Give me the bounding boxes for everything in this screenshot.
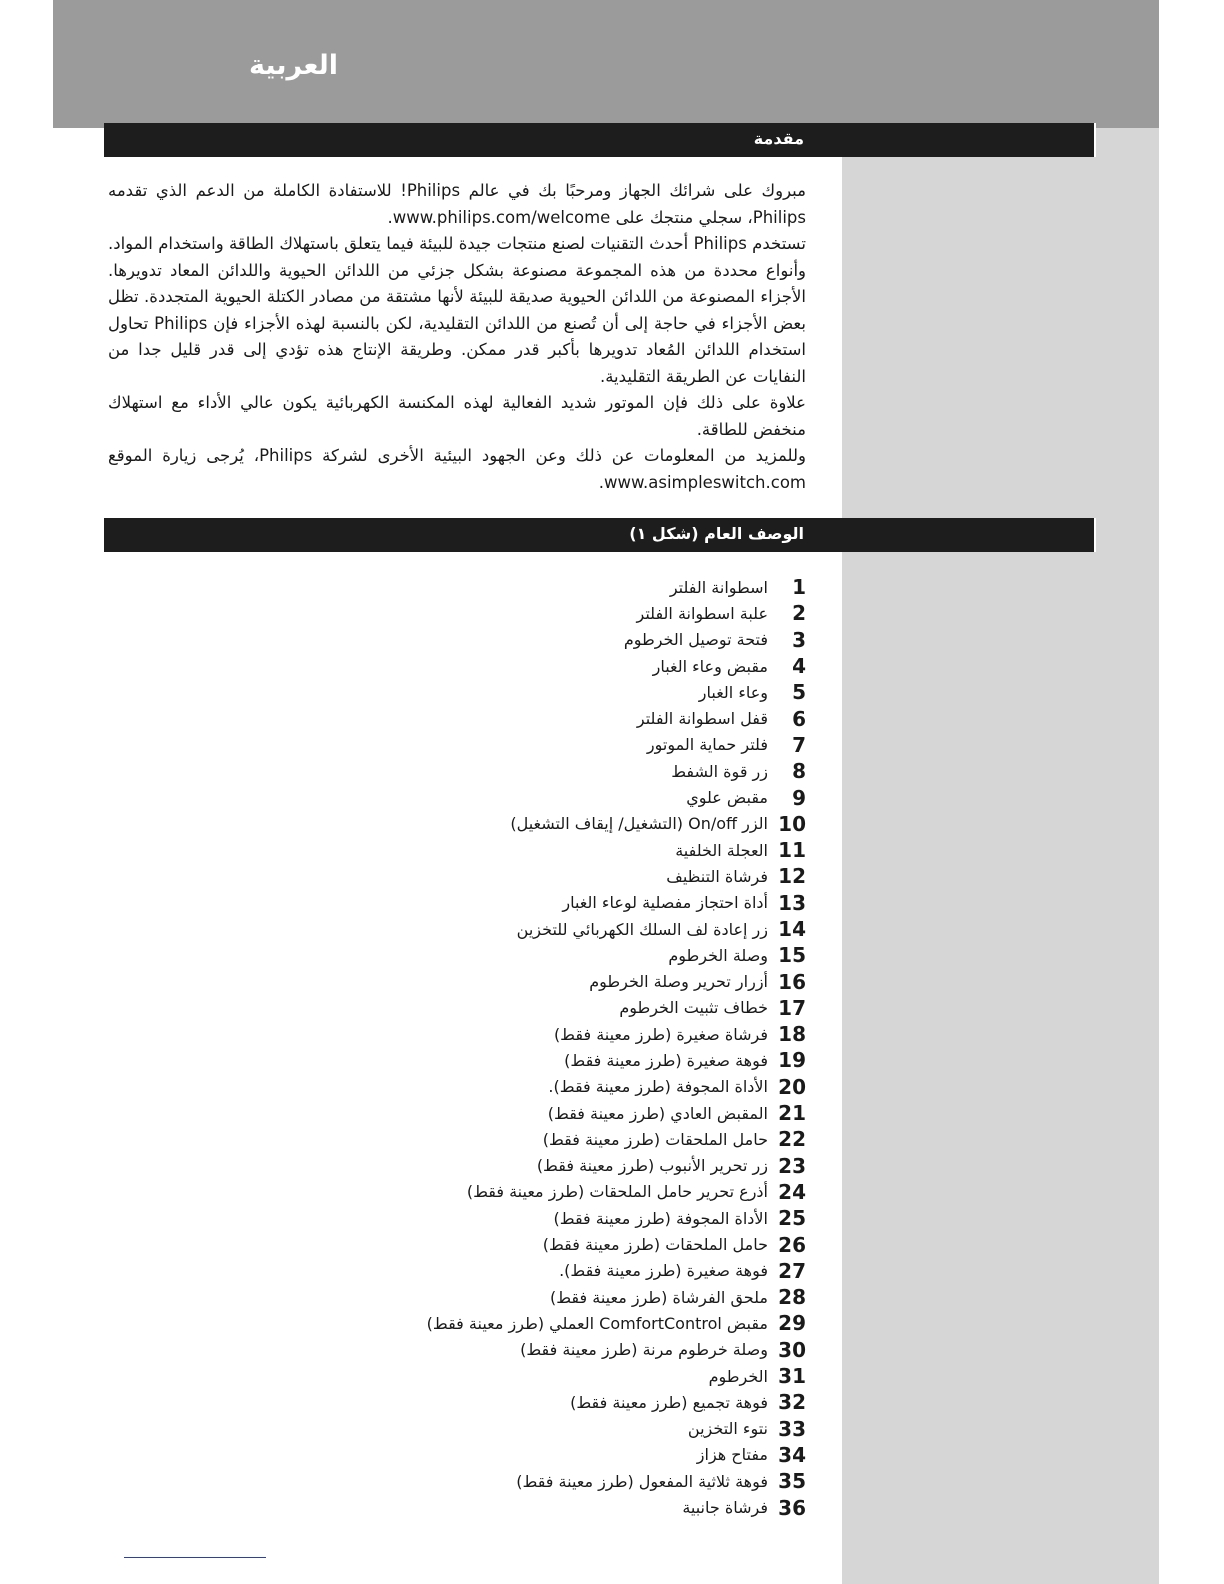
part-number: 3 (792, 627, 806, 652)
part-list-item (300, 1389, 806, 1415)
part-list-item (300, 1468, 806, 1494)
intro-heading: مقدمة (753, 129, 804, 148)
part-label: الأداة المجوفة (طرز معينة فقط). (548, 1077, 768, 1097)
part-list-item (300, 1363, 806, 1389)
part-label: وصلة الخرطوم (668, 945, 768, 965)
part-number: 33 (778, 1416, 806, 1441)
part-number: 7 (792, 732, 806, 757)
intro-paragraph: مبروك على شرائك الجهاز ومرحبًا بك في عالم Philips! للاستفادة الكاملة من الدعم الذي تقدمه Philips، سجلي منتجك على www.philips.com/welcome. (108, 181, 806, 227)
part-number: 5 (792, 680, 806, 705)
part-list-item (300, 995, 806, 1021)
part-list-item (300, 600, 806, 626)
part-list-item (300, 1494, 806, 1520)
part-list-item (300, 1179, 806, 1205)
part-number: 18 (778, 1022, 806, 1047)
part-label: فرشاة صغيرة (طرز معينة فقط) (553, 1024, 768, 1044)
part-number: 13 (778, 890, 806, 915)
part-list-item (300, 1074, 806, 1100)
header-band (53, 0, 1159, 128)
part-list-item (300, 679, 806, 705)
part-number: 15 (778, 943, 806, 968)
part-number: 8 (792, 759, 806, 784)
part-number: 1 (792, 575, 806, 600)
part-number: 16 (778, 969, 806, 994)
description-heading-bar (104, 518, 1096, 552)
part-label: أداة احتجاز مفصلية لوعاء الغبار (562, 893, 768, 913)
part-label: علبة اسطوانة الفلتر (636, 603, 768, 623)
part-label: الأداة المجوفة (طرز معينة فقط) (553, 1208, 768, 1228)
part-number: 25 (778, 1206, 806, 1231)
part-list-item (300, 916, 806, 942)
part-number: 6 (792, 706, 806, 731)
part-number: 32 (778, 1390, 806, 1415)
part-number: 34 (778, 1442, 806, 1467)
intro-heading-bar (104, 123, 1096, 157)
part-label: حامل الملحقات (طرز معينة فقط) (542, 1129, 768, 1149)
parts-list (300, 574, 806, 1521)
part-label: مقبض وعاء الغبار (652, 656, 768, 676)
part-label: فلتر حماية الموتور (646, 735, 768, 755)
part-label: اسطوانة الفلتر (669, 577, 768, 597)
language-title: العربية (249, 50, 338, 81)
part-list-item (300, 627, 806, 653)
part-list-item (300, 837, 806, 863)
part-label: وصلة خرطوم مرنة (طرز معينة فقط) (520, 1340, 768, 1360)
part-list-item (300, 1337, 806, 1363)
part-list-item (300, 1310, 806, 1336)
part-number: 31 (778, 1364, 806, 1389)
part-label: فوهة تجميع (طرز معينة فقط) (570, 1392, 768, 1412)
part-number: 26 (778, 1232, 806, 1257)
part-label: وعاء الغبار (698, 682, 768, 702)
part-list-item (300, 968, 806, 994)
part-number: 11 (778, 838, 806, 863)
part-list-item (300, 1284, 806, 1310)
part-list-item (300, 1442, 806, 1468)
part-label: قفل اسطوانة الفلتر (636, 709, 768, 729)
part-label: مقبض ComfortControl العملي (طرز معينة فقط) (426, 1313, 768, 1333)
description-heading: الوصف العام (شكل ١) (629, 524, 804, 543)
part-label: فوهة صغيرة (طرز معينة فقط). (559, 1261, 768, 1281)
part-list-item (300, 705, 806, 731)
part-list-item (300, 1205, 806, 1231)
part-label: زر تحرير الأنبوب (طرز معينة فقط) (536, 1156, 768, 1176)
intro-paragraph: تستخدم Philips أحدث التقنيات لصنع منتجات جيدة للبيئة فيما يتعلق باستهلاك الطاقة واستخدام المواد. وأنواع محددة من هذه المجموعة مصنوعة بشكل جزئي من اللدائن الحيوية واللدائن المعاد تدويرها. الأجزاء المصنوعة من اللدائن الحيوية صديقة للبيئة لأنها مشتقة من مصادر الكتلة الحيوية المتجددة. تظل بعض الأجزاء في حاجة إلى أن تُصنع من اللدائن التقليدية، لكن بالنسبة لهذه الأجزاء فإن Philips تحاول استخدام اللدائن المُعاد تدويرها بأكبر قدر ممكن. وطريقة الإنتاج هذه تؤدي إلى قدر قليل جدا من النفايات عن الطريقة التقليدية. (108, 234, 806, 386)
part-number: 23 (778, 1153, 806, 1178)
part-label: فوهة ثلاثية المفعول (طرز معينة فقط) (516, 1471, 768, 1491)
part-label: نتوء التخزين (687, 1419, 768, 1439)
part-label: ملحق الفرشاة (طرز معينة فقط) (549, 1287, 768, 1307)
part-label: العجلة الخلفية (675, 840, 768, 860)
part-number: 4 (792, 654, 806, 679)
part-list-item (300, 942, 806, 968)
part-label: الزر On/off (التشغيل/ إيقاف التشغيل) (510, 814, 768, 834)
part-number: 24 (778, 1179, 806, 1204)
sidebar-column (842, 128, 1159, 1584)
part-list-item (300, 1153, 806, 1179)
part-number: 10 (778, 811, 806, 836)
part-label: أزرار تحرير وصلة الخرطوم (589, 972, 768, 992)
part-list-item (300, 1100, 806, 1126)
part-list-item (300, 1231, 806, 1257)
part-number: 27 (778, 1258, 806, 1283)
part-number: 9 (792, 785, 806, 810)
part-list-item (300, 784, 806, 810)
part-number: 22 (778, 1127, 806, 1152)
part-list-item (300, 890, 806, 916)
part-label: زر إعادة لف السلك الكهربائي للتخزين (516, 919, 768, 939)
part-list-item (300, 1258, 806, 1284)
part-number: 28 (778, 1285, 806, 1310)
part-label: فرشاة جانبية (682, 1498, 768, 1518)
part-label: فرشاة التنظيف (666, 866, 768, 886)
part-list-item (300, 653, 806, 679)
part-label: حامل الملحقات (طرز معينة فقط) (542, 1235, 768, 1255)
part-number: 14 (778, 917, 806, 941)
part-number: 17 (778, 995, 806, 1020)
part-label: الخرطوم (708, 1366, 768, 1386)
part-list-item (300, 1416, 806, 1442)
intro-paragraph: وللمزيد من المعلومات عن ذلك وعن الجهود البيئية الأخرى لشركة Philips، يُرجى زيارة الموقع www.asimpleswitch.com. (108, 446, 806, 492)
part-number: 19 (778, 1048, 806, 1073)
part-label: خطاف تثبيت الخرطوم (619, 998, 768, 1018)
part-number: 36 (778, 1495, 806, 1520)
part-number: 29 (778, 1311, 806, 1336)
intro-paragraph: علاوة على ذلك فإن الموتور شديد الفعالية لهذه المكنسة الكهربائية يكون عالي الأداء مع استهلاك منخفض للطاقة. (108, 393, 806, 439)
intro-text (108, 178, 806, 496)
part-label: المقبض العادي (طرز معينة فقط) (547, 1103, 768, 1123)
part-number: 35 (778, 1469, 806, 1494)
part-number: 21 (778, 1101, 806, 1126)
part-number: 20 (778, 1074, 806, 1099)
part-number: 2 (792, 601, 806, 626)
part-label: فتحة توصيل الخرطوم (623, 630, 768, 650)
part-list-item (300, 1021, 806, 1047)
part-label: مقبض علوي (686, 788, 768, 808)
part-number: 30 (778, 1337, 806, 1362)
part-list-item (300, 1047, 806, 1073)
part-list-item (300, 863, 806, 889)
part-label: مفتاح هزاز (696, 1445, 768, 1465)
part-label: زر قوة الشفط (671, 761, 768, 781)
part-list-item (300, 811, 806, 837)
part-list-item (300, 574, 806, 600)
part-list-item (300, 758, 806, 784)
part-list-item (300, 1126, 806, 1152)
part-label: أذرع تحرير حامل الملحقات (طرز معينة فقط) (466, 1182, 768, 1202)
footer-rule (124, 1557, 266, 1558)
part-label: فوهة صغيرة (طرز معينة فقط) (564, 1050, 768, 1070)
part-number: 12 (778, 864, 806, 889)
part-list-item (300, 732, 806, 758)
